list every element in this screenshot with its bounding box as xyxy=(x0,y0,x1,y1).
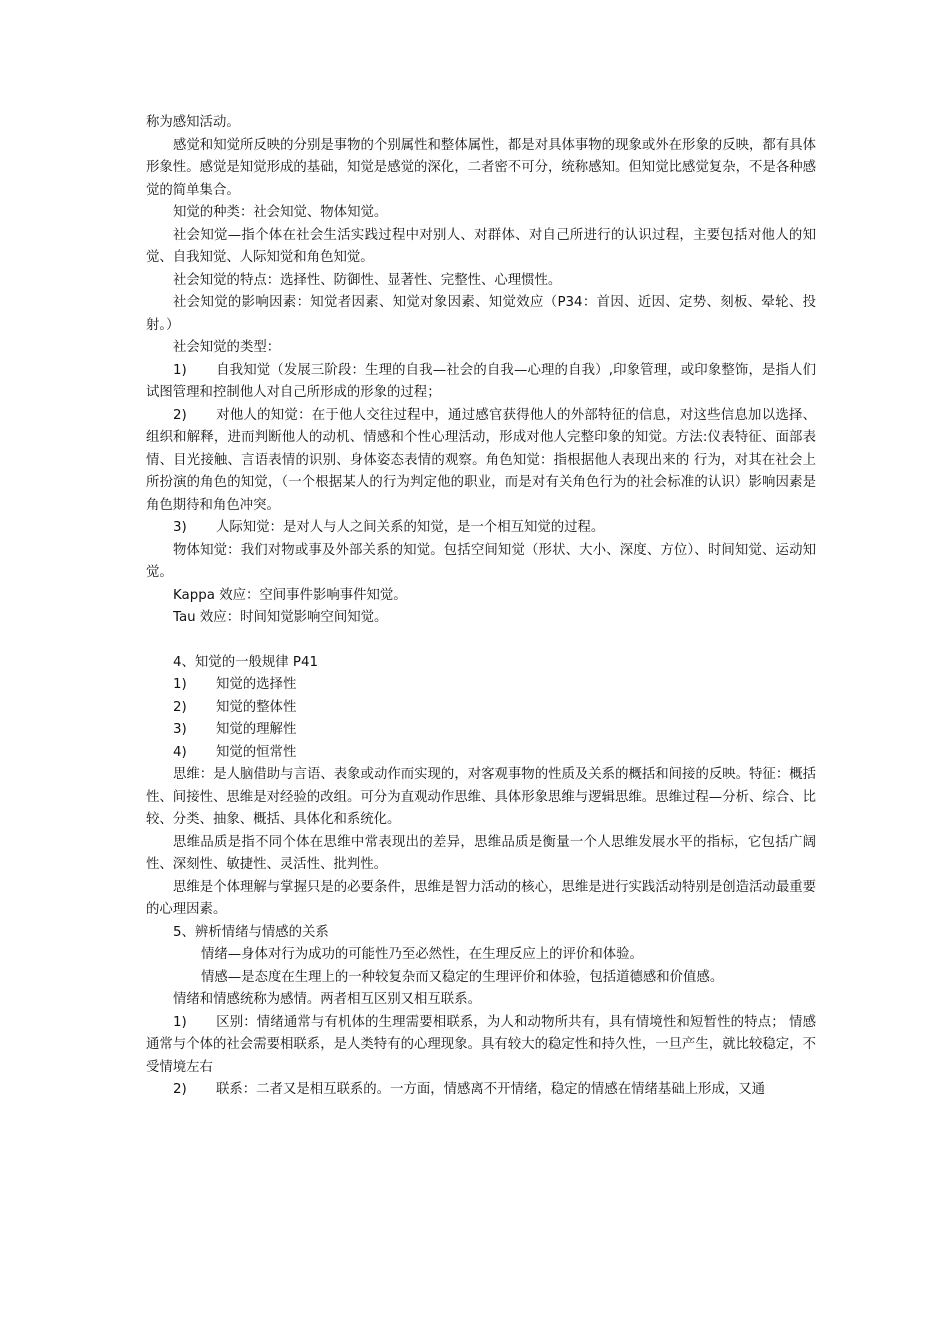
paragraph: 思维：是人脑借助与言语、表象或动作而实现的，对客观事物的性质及关系的概括和间接的反映。特征：概括性、间接性、思维是对经验的改组。可分为直观动作思维、具体形象思维与逻辑思维。思维过程—分析、综合、比较、分类、抽象、概括、具体化和系统化。 xyxy=(146,767,816,827)
paragraph: 情感—是态度在生理上的一种较复杂而又稳定的生理评价和体验，包括道德感和价值感。 xyxy=(201,969,724,985)
list-number: 2) xyxy=(173,407,187,423)
list-item xyxy=(146,742,816,765)
paragraph: 社会知觉的特点：选择性、防御性、显著性、完整性、心理惯性。 xyxy=(173,272,562,288)
list-item xyxy=(146,697,816,720)
list-item-text: 知觉的选择性 xyxy=(216,677,297,692)
list-item xyxy=(146,674,816,697)
list-item-text: 联系：二者又是相互联系的。一方面，情感离不开情绪，稳定的情感在情绪基础上形成，又通 xyxy=(216,1082,766,1097)
paragraph: 称为感知活动。 xyxy=(146,115,240,130)
list-number: 4) xyxy=(173,744,187,760)
paragraph: 思维是个体理解与掌握只是的必要条件，思维是智力活动的核心，思维是进行实践活动特别是创造活动最重要的心理因素。 xyxy=(146,879,816,917)
list-number: 3) xyxy=(173,722,187,737)
paragraph: 社会知觉的影响因素：知觉者因素、知觉对象因素、知觉效应（P34：首因、近因、定势、刻板、晕轮、投射。） xyxy=(146,295,816,333)
list-item xyxy=(146,405,816,518)
paragraph: 思维品质是指不同个体在思维中常表现出的差异，思维品质是衡量一个人思维发展水平的指标，它包括广阔性、深刻性、敏捷性、灵活性、批判性。 xyxy=(146,834,816,872)
paragraph: 物体知觉：我们对物或事及外部关系的知觉。包括空间知觉（形状、大小、深度、方位）、时间知觉、运动知觉。 xyxy=(146,542,816,580)
list-item xyxy=(146,517,816,540)
list-item-text: 知觉的理解性 xyxy=(216,722,297,737)
list-item-text: 对他人的知觉：在于他人交往过程中，通过感官获得他人的外部特征的信息，对这些信息加以选择、组织和解释，进而判断他人的动机、情感和个性心理活动，形成对他人完整印象的知觉。方法:仪表特征、面部表情、目光接触、言语表情的识别、身体姿态表情的观察。角色知觉：指根据他人表现出来的 行为，对其在社会上所扮演的角色的知觉，（一个根据某人的行为判定他的职业，而是对有关角色行为的社会标准的认识）影响因素是角色期待和角色冲突。 xyxy=(146,407,816,513)
list-item xyxy=(146,719,816,742)
list-number: 1) xyxy=(173,677,187,692)
paragraph: 情绪和情感统称为感情。两者相互区别又相互联系。 xyxy=(173,992,481,1007)
list-item-text: 知觉的整体性 xyxy=(216,699,297,715)
list-item-text: 区别：情绪通常与有机体的生理需要相联系，为人和动物所共有，具有情境性和短暂性的特点； 情感通常与个体的社会需要相联系，是人类特有的心理现象。具有较大的稳定性和持久性，一旦产生，就比较稳定，不受情境左右 xyxy=(146,1014,816,1075)
list-number: 3) xyxy=(173,520,187,535)
list-item xyxy=(146,1012,816,1080)
section-heading: 4、知觉的一般规律 P41 xyxy=(173,654,319,670)
list-number: 1) xyxy=(173,1014,187,1030)
section-heading: 5、辨析情绪与情感的关系 xyxy=(173,924,329,940)
list-item-text: 人际知觉：是对人与人之间关系的知觉，是一个相互知觉的过程。 xyxy=(216,520,605,535)
list-number: 2) xyxy=(173,1082,187,1097)
list-number: 2) xyxy=(173,699,187,715)
paragraph: 情绪—身体对行为成功的可能性乃至必然性，在生理反应上的评价和体验。 xyxy=(201,947,643,962)
list-item xyxy=(146,1079,816,1102)
paragraph: 感觉和知觉所反映的分别是事物的个别属性和整体属性，都是对具体事物的现象或外在形象的反映，都有具体形象性。感觉是知觉形成的基础，知觉是感觉的深化，二者密不可分，统称感知。但知觉比感觉复杂，不是各种感觉的简单集合。 xyxy=(146,137,816,198)
list-item-text: 知觉的恒常性 xyxy=(216,744,297,760)
paragraph: Kappa 效应：空间事件影响事件知觉。 xyxy=(173,587,407,603)
paragraph: 知觉的种类：社会知觉、物体知觉。 xyxy=(173,205,388,220)
paragraph: 社会知觉的类型： xyxy=(173,340,281,355)
paragraph: 社会知觉—指个体在社会生活实践过程中对别人、对群体、对自己所进行的认识过程，主要包括对他人的知觉、自我知觉、人际知觉和角色知觉。 xyxy=(146,227,816,265)
list-item xyxy=(146,360,816,405)
paragraph: Tau 效应：时间知觉影响空间知觉。 xyxy=(173,610,388,625)
blank-line xyxy=(146,630,816,652)
list-item-text: 自我知觉（发展三阶段：生理的自我—社会的自我—心理的自我）,印象管理，或印象整饰，是指人们试图管理和控制他人对自己所形成的形象的过程； xyxy=(146,362,816,400)
list-number: 1) xyxy=(173,362,187,378)
document-body xyxy=(146,112,816,1102)
